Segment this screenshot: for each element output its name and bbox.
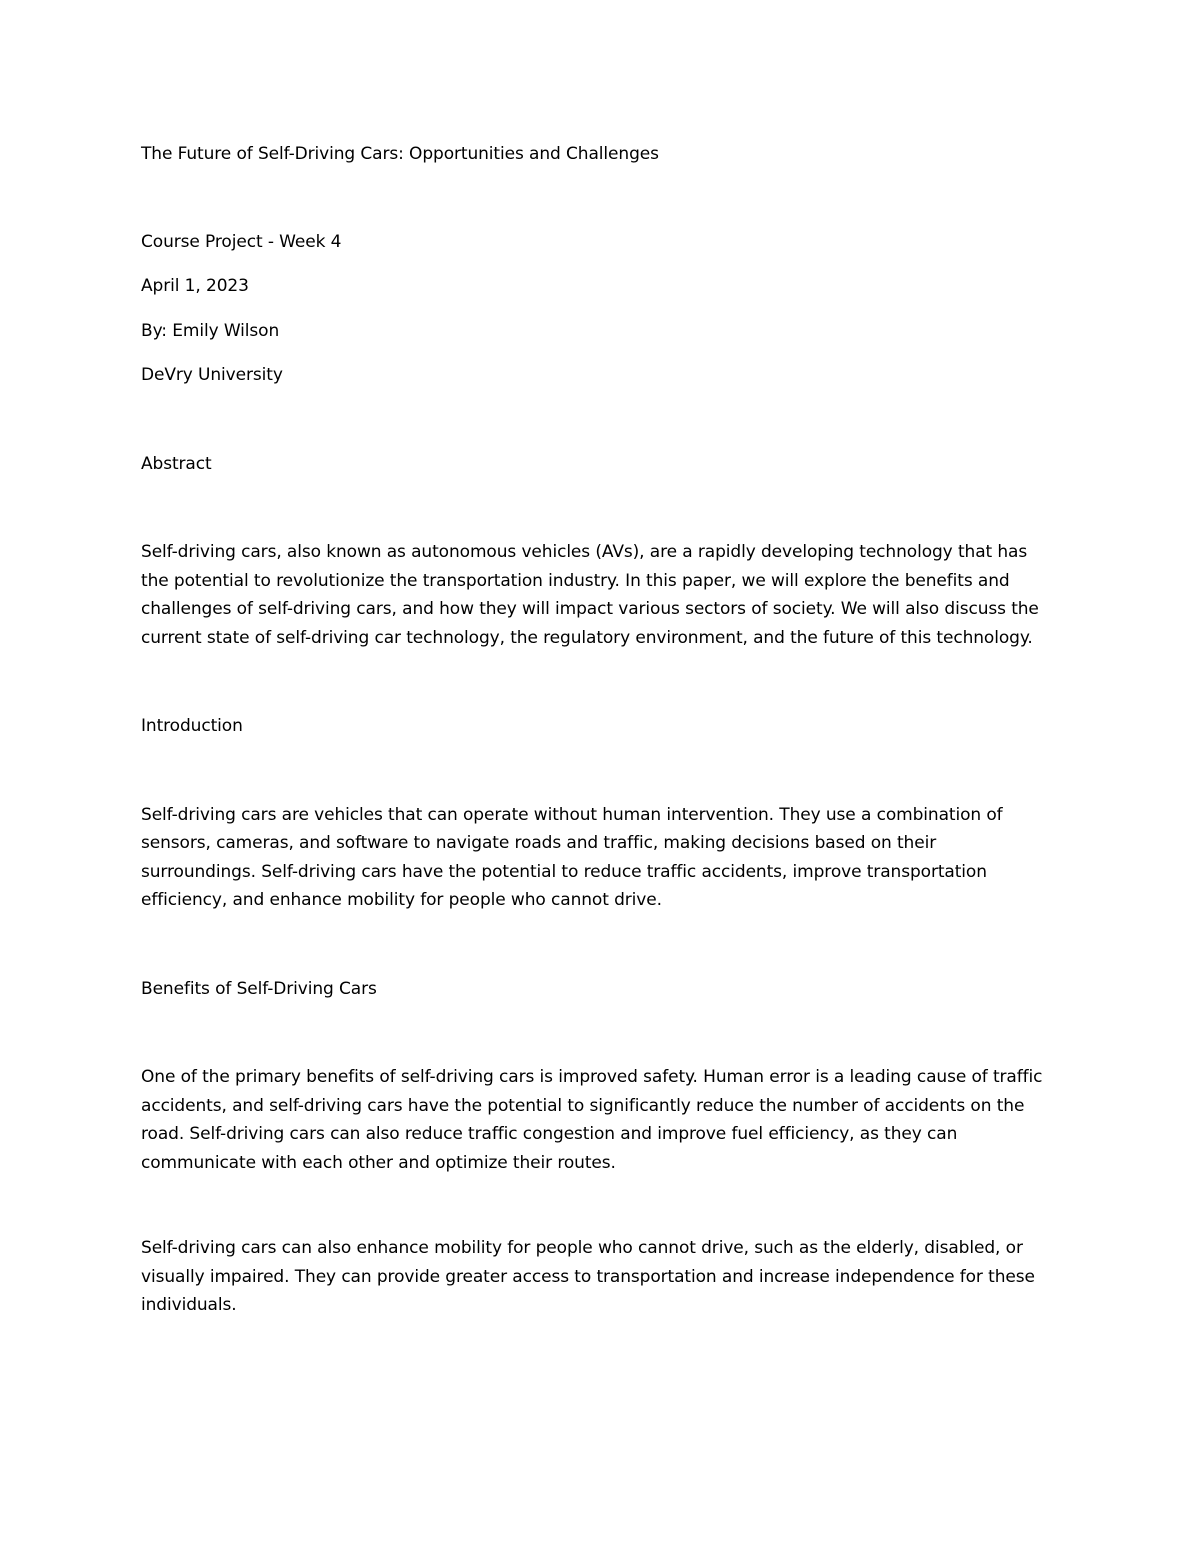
institution-line: DeVry University — [141, 365, 283, 385]
document-body — [141, 140, 1056, 1320]
introduction-paragraph: Self-driving cars are vehicles that can operate without human intervention. They use a combination of sensors, cameras, and software to navigate roads and traffic, making decisions based on their surroundings. Self-driving cars have the potential to reduce traffic accidents, improve transportation efficiency, and enhance mobility for people who cannot drive. — [141, 804, 1003, 910]
document-title: The Future of Self-Driving Cars: Opportunities and Challenges — [141, 144, 659, 164]
author-line: By: Emily Wilson — [141, 320, 280, 341]
date-line: April 1, 2023 — [141, 276, 249, 296]
abstract-paragraph: Self-driving cars, also known as autonomous vehicles (AVs), are a rapidly developing technology that has the potential to revolutionize the transportation industry. In this paper, we will explore the benefits and challenges of self-driving cars, and how they will impact various sectors of society. We will also discuss the current state of self-driving car technology, the regulatory environment, and the future of this technology. — [141, 542, 1039, 648]
section-heading-introduction: Introduction — [141, 716, 243, 736]
section-heading-abstract: Abstract — [141, 453, 212, 474]
course-line: Course Project - Week 4 — [141, 231, 342, 252]
section-heading-benefits: Benefits of Self-Driving Cars — [141, 978, 377, 999]
benefits-paragraph-1: One of the primary benefits of self-driving cars is improved safety. Human error is a leading cause of traffic accidents, and self-driving cars have the potential to significantly reduce the number of accidents on the road. Self-driving cars can also reduce traffic congestion and improve fuel efficiency, as they can communicate with each other and optimize their routes. — [141, 1067, 1043, 1173]
benefits-paragraph-2: Self-driving cars can also enhance mobility for people who cannot drive, such as the elderly, disabled, or visually impaired. They can provide greater access to transportation and increase independence for these individuals. — [141, 1238, 1035, 1315]
